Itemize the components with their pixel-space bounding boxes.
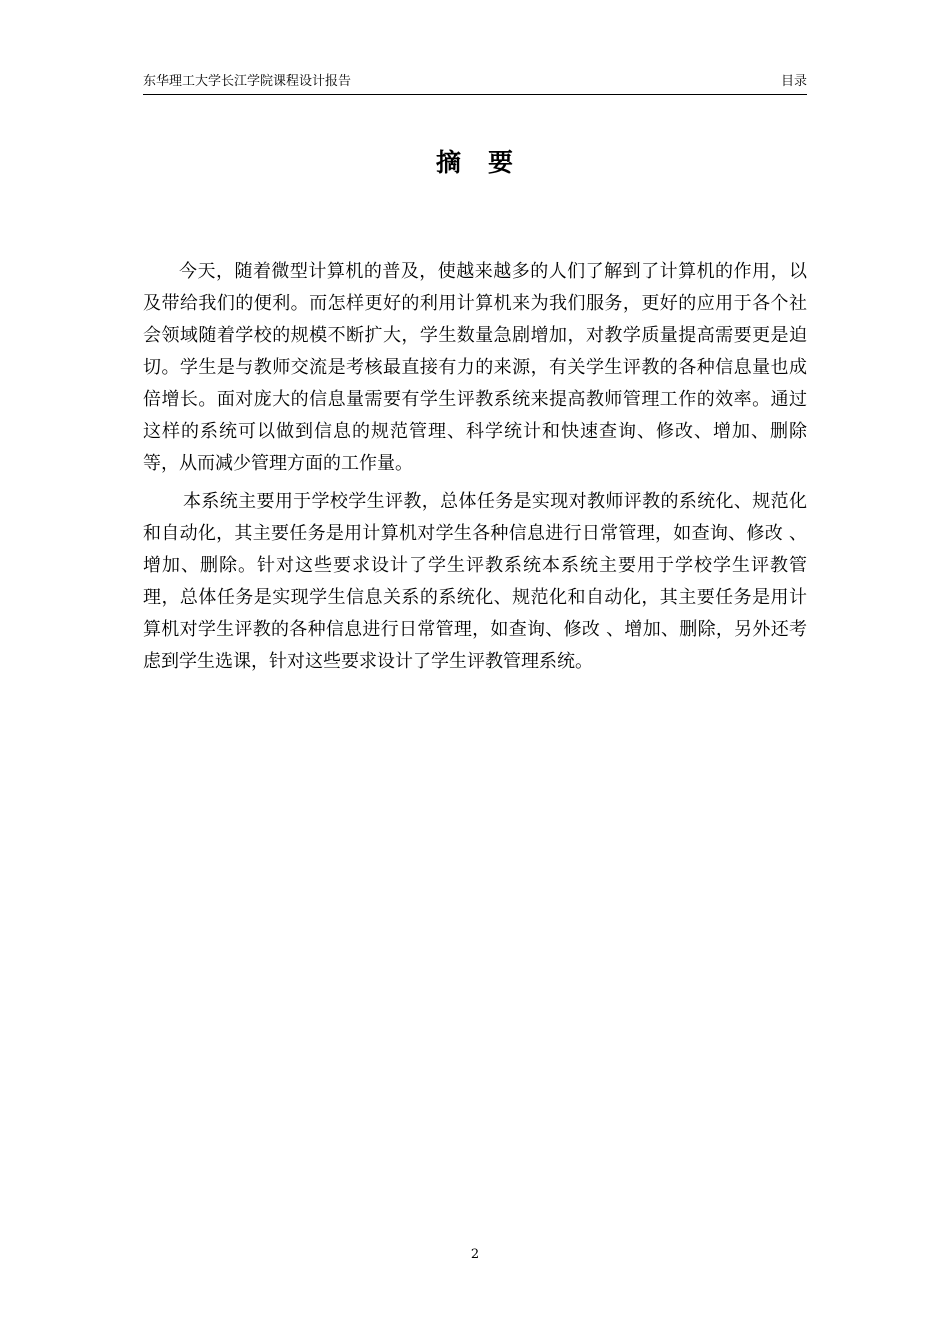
page-number: 2 <box>470 1247 480 1262</box>
page-title: 摘 要 <box>435 148 514 177</box>
header-section-label: 目录 <box>780 74 807 89</box>
abstract-paragraph-2: 本系统主要用于学校学生评教，总体任务是实现对教师评教的系统化、规范化和自动化，其主要任务是用计算机对学生各种信息进行日常管理，如查询、修改 、增加、删除。针对这些要求设计了学生评教系统本系统主要用于学校学生评教管理，总体任务是实现学生信息关系的系统化、规范化和自动化，其主要任务是用计算机对学生评教的各种信息进行日常管理，如查询、修改 、增加、删除，另外还考虑到学生选课，针对这些要求设计了学生评教管理系统。 <box>143 491 807 672</box>
page-header <box>143 72 807 95</box>
header-report-title: 东华理工大学长江学院课程设计报告 <box>143 74 352 89</box>
abstract-paragraph-1: 今天，随着微型计算机的普及，使越来越多的人们了解到了计算机的作用，以及带给我们的便利。而怎样更好的利用计算机来为我们服务，更好的应用于各个社会领域随着学校的规模不断扩大，学生数量急剧增加，对教学质量提高需要更是迫切。学生是与教师交流是考核最直接有力的来源，有关学生评教的各种信息量也成倍增长。面对庞大的信息量需要有学生评教系统来提高教师管理工作的效率。通过这样的系统可以做到信息的规范管理、科学统计和快速查询、修改、增加、删除等，从而减少管理方面的工作量。 <box>143 261 807 474</box>
